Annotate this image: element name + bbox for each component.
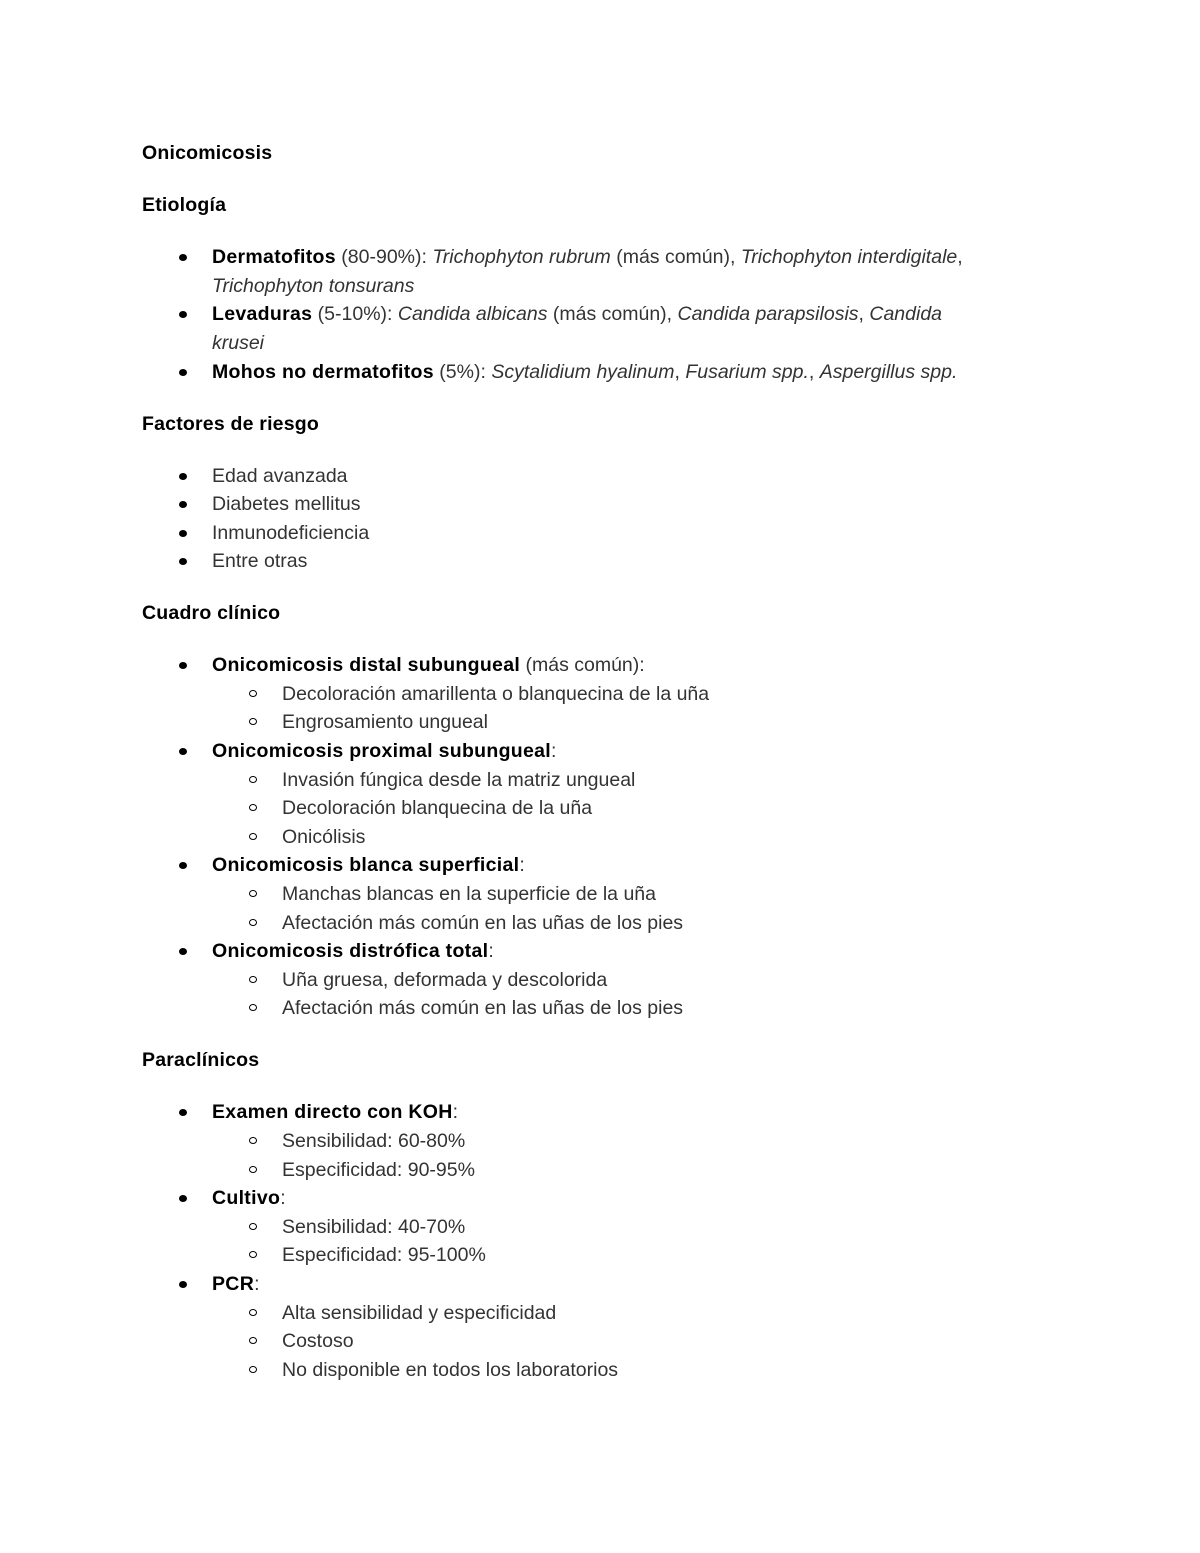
sub-list-item: Costoso <box>282 1327 1082 1356</box>
item-text: , <box>808 360 820 383</box>
item-text: (más común), <box>610 246 741 269</box>
item-term: Onicomicosis blanca superficial <box>212 854 520 877</box>
sub-list-item: Especificidad: 90-95% <box>282 1156 1082 1185</box>
sub-list-item: Onicólisis <box>282 823 1082 852</box>
list-item <box>212 1098 1082 1184</box>
sub-list-item: Uña gruesa, deformada y descolorida <box>282 966 1082 995</box>
item-term: Onicomicosis distal subungueal <box>212 654 521 677</box>
list-item <box>212 651 1082 737</box>
list-item <box>212 1270 1082 1384</box>
sub-list-item: Manchas blancas en la superficie de la uña <box>282 880 1082 909</box>
list-item <box>212 300 1082 357</box>
item-text: , <box>858 303 870 326</box>
species-name: Trichophyton rubrum <box>432 246 611 269</box>
sub-list-item: Decoloración amarillenta o blanquecina de la uña <box>282 680 1082 709</box>
sub-list-item: Invasión fúngica desde la matriz ungueal <box>282 766 1082 795</box>
item-term: Dermatofitos <box>212 246 336 269</box>
item-text: : <box>452 1101 459 1124</box>
species-name: Scytalidium hyalinum <box>491 360 675 383</box>
item-term: Cultivo <box>212 1187 281 1210</box>
list-item: Diabetes mellitus <box>212 490 1082 519</box>
sub-list-item: Afectación más común en las uñas de los pies <box>282 994 1082 1023</box>
sub-list-item: Afectación más común en las uñas de los pies <box>282 909 1082 938</box>
item-text: : <box>519 854 525 877</box>
species-name: Candida parapsilosis <box>677 303 859 326</box>
item-text: , <box>674 360 686 383</box>
sub-list <box>212 766 1082 852</box>
cuadro-list <box>142 651 1082 1023</box>
section-heading-factores: Factores de riesgo <box>142 412 319 435</box>
item-text: (más común): <box>520 654 645 677</box>
sub-list-item: Engrosamiento ungueal <box>282 708 1082 737</box>
sub-list-item: Sensibilidad: 60-80% <box>282 1127 1082 1156</box>
sub-list <box>212 1299 1082 1385</box>
list-item <box>212 1184 1082 1270</box>
item-term: Mohos no dermatofitos <box>212 360 434 383</box>
sub-list <box>212 1213 1082 1270</box>
list-item: Entre otras <box>212 547 1082 576</box>
sub-list-item: Sensibilidad: 40-70% <box>282 1213 1082 1242</box>
item-term: Levaduras <box>212 303 313 326</box>
list-item <box>212 243 1082 300</box>
document-title: Onicomicosis <box>142 142 273 164</box>
item-text: : <box>551 740 557 763</box>
sub-list <box>212 966 1082 1023</box>
sub-list-item: Decoloración blanquecina de la uña <box>282 794 1082 823</box>
species-name: Fusarium spp. <box>685 360 809 383</box>
item-term: Onicomicosis distrófica total <box>212 940 489 963</box>
item-text: (5-10%): <box>312 303 398 326</box>
list-item <box>212 851 1082 937</box>
section-heading-etiologia: Etiología <box>142 194 227 217</box>
list-item <box>212 358 1082 387</box>
item-text: : <box>254 1272 260 1295</box>
item-term: Examen directo con KOH <box>212 1101 453 1124</box>
item-text: : <box>488 940 494 963</box>
sub-list-item: No disponible en todos los laboratorios <box>282 1356 1082 1385</box>
sub-list <box>212 680 1082 737</box>
species-name: Candida albicans <box>397 303 548 326</box>
item-text: : <box>280 1187 286 1210</box>
list-item: Edad avanzada <box>212 462 1082 491</box>
species-name: Candida krusei <box>212 303 943 354</box>
section-heading-paraclinicos: Paraclínicos <box>142 1049 260 1072</box>
sub-list <box>212 1127 1082 1184</box>
item-term: PCR <box>212 1272 255 1295</box>
sub-list-item: Especificidad: 95-100% <box>282 1241 1082 1270</box>
etiologia-list <box>142 243 1082 386</box>
item-text: (80-90%): <box>335 246 433 269</box>
list-item <box>212 937 1082 1023</box>
sub-list <box>212 880 1082 937</box>
document-page <box>142 139 1082 1384</box>
factores-list <box>142 462 1082 576</box>
list-item <box>212 737 1082 851</box>
item-term: Onicomicosis proximal subungueal <box>212 740 552 763</box>
list-item: Inmunodeficiencia <box>212 519 1082 548</box>
species-name: Aspergillus spp. <box>819 360 958 383</box>
species-name: Trichophyton tonsurans <box>212 274 415 297</box>
item-text: , <box>957 246 963 269</box>
section-heading-cuadro: Cuadro clínico <box>142 602 281 625</box>
sub-list-item: Alta sensibilidad y especificidad <box>282 1299 1082 1328</box>
item-text: (más común), <box>547 303 678 326</box>
item-text: (5%): <box>433 360 492 383</box>
paraclinicos-list <box>142 1098 1082 1384</box>
species-name: Trichophyton interdigitale <box>740 246 958 269</box>
